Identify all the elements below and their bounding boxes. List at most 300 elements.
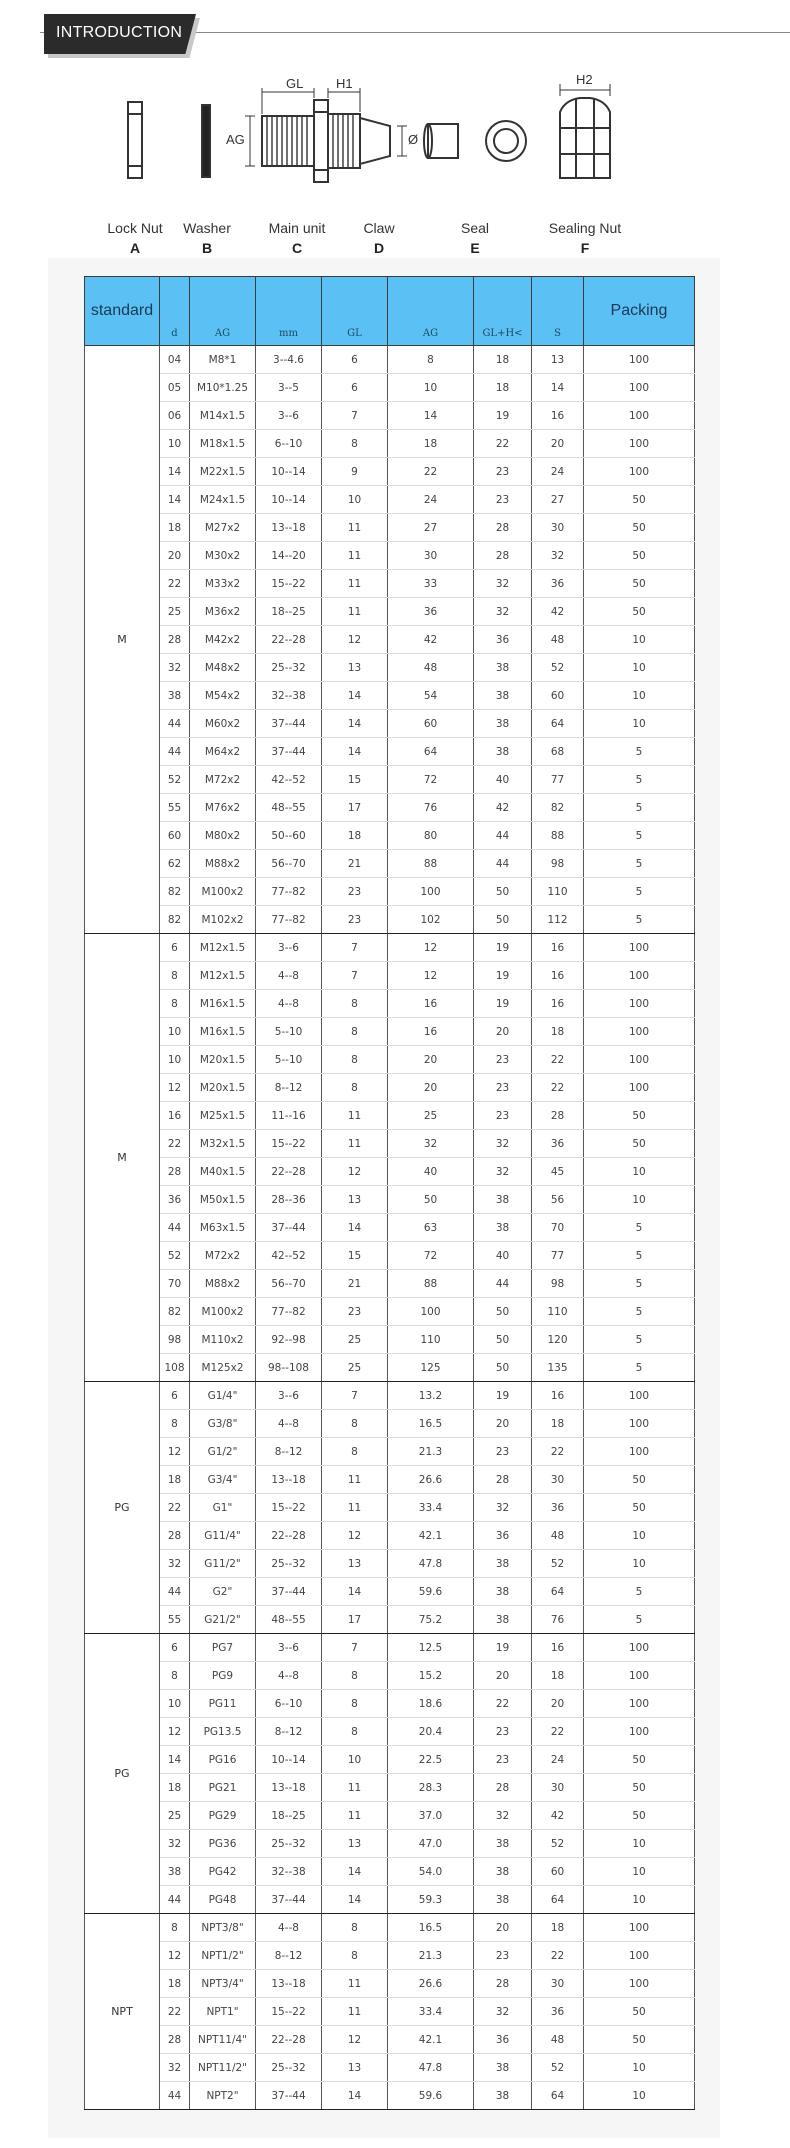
- cell-gl-h: 18: [474, 346, 532, 374]
- table-row: [85, 1102, 695, 1130]
- cell-packing: 5: [584, 1270, 695, 1298]
- cell-gl: 8: [322, 1718, 388, 1746]
- cell-ag: 63: [388, 1214, 474, 1242]
- cell-ag: 42.1: [388, 2026, 474, 2054]
- cell-d: 108: [160, 1354, 190, 1382]
- cell-cable-range: 32--38: [256, 1858, 322, 1886]
- cell-s: 88: [532, 822, 584, 850]
- cell-d: 44: [160, 1214, 190, 1242]
- cell-packing: 100: [584, 962, 695, 990]
- cell-cable-range: 18--25: [256, 598, 322, 626]
- cell-s: 60: [532, 1858, 584, 1886]
- header-packing: Packing: [584, 277, 695, 346]
- cell-s: 42: [532, 598, 584, 626]
- cell-gl: 11: [322, 1802, 388, 1830]
- cell-gl: 14: [322, 1858, 388, 1886]
- cell-gl: 8: [322, 1046, 388, 1074]
- cell-s: 135: [532, 1354, 584, 1382]
- cell-packing: 10: [584, 1186, 695, 1214]
- cell-thread: M40x1.5: [190, 1158, 256, 1186]
- cell-gl: 8: [322, 1018, 388, 1046]
- cell-packing: 10: [584, 1886, 695, 1914]
- cell-cable-range: 15--22: [256, 1998, 322, 2026]
- cell-cable-range: 6--10: [256, 430, 322, 458]
- cell-packing: 100: [584, 990, 695, 1018]
- cell-s: 36: [532, 1130, 584, 1158]
- part-letter-d: D: [373, 240, 385, 256]
- cell-thread: M125x2: [190, 1354, 256, 1382]
- cell-d: 8: [160, 1914, 190, 1942]
- part-letter-e: E: [470, 240, 480, 256]
- cell-s: 16: [532, 402, 584, 430]
- cell-packing: 100: [584, 1018, 695, 1046]
- cell-gl: 11: [322, 1998, 388, 2026]
- part-name-seal: Seal: [460, 220, 490, 236]
- cell-cable-range: 4--8: [256, 990, 322, 1018]
- cell-ag: 100: [388, 878, 474, 906]
- part-name-claw: Claw: [363, 220, 395, 236]
- cell-ag: 100: [388, 1298, 474, 1326]
- cell-d: 28: [160, 626, 190, 654]
- cell-thread: M20x1.5: [190, 1046, 256, 1074]
- cell-cable-range: 18--25: [256, 1802, 322, 1830]
- table-row: [85, 1326, 695, 1354]
- cell-thread: M80x2: [190, 822, 256, 850]
- cell-cable-range: 28--36: [256, 1186, 322, 1214]
- cell-s: 52: [532, 654, 584, 682]
- cell-s: 110: [532, 1298, 584, 1326]
- cell-packing: 5: [584, 1242, 695, 1270]
- cell-gl-h: 28: [474, 542, 532, 570]
- cell-cable-range: 15--22: [256, 1130, 322, 1158]
- cell-thread: M100x2: [190, 1298, 256, 1326]
- cell-packing: 10: [584, 1858, 695, 1886]
- cell-d: 28: [160, 1158, 190, 1186]
- cell-s: 22: [532, 1074, 584, 1102]
- cell-s: 22: [532, 1046, 584, 1074]
- cell-s: 18: [532, 1018, 584, 1046]
- cell-gl-h: 38: [474, 654, 532, 682]
- cell-packing: 100: [584, 1690, 695, 1718]
- cell-ag: 20.4: [388, 1718, 474, 1746]
- cell-ag: 47.8: [388, 2054, 474, 2082]
- header-ag-thread: AG: [190, 277, 256, 346]
- cell-packing: 100: [584, 346, 695, 374]
- table-row: [85, 710, 695, 738]
- cell-ag: 72: [388, 766, 474, 794]
- cell-s: 36: [532, 570, 584, 598]
- cell-thread: PG7: [190, 1634, 256, 1662]
- cell-packing: 10: [584, 682, 695, 710]
- cell-gl: 13: [322, 1830, 388, 1858]
- header-mm: mm: [256, 277, 322, 346]
- part-letter-b: B: [201, 240, 213, 256]
- cell-s: 16: [532, 990, 584, 1018]
- cell-thread: M72x2: [190, 1242, 256, 1270]
- table-row: [85, 1298, 695, 1326]
- cell-ag: 59.3: [388, 1886, 474, 1914]
- cell-s: 112: [532, 906, 584, 934]
- cell-thread: M18x1.5: [190, 430, 256, 458]
- table-row: [85, 794, 695, 822]
- cell-packing: 10: [584, 654, 695, 682]
- cell-gl-h: 23: [474, 1438, 532, 1466]
- table-row: [85, 1578, 695, 1606]
- cell-s: 16: [532, 1634, 584, 1662]
- cell-thread: NPT1": [190, 1998, 256, 2026]
- cell-packing: 50: [584, 1774, 695, 1802]
- table-row: [85, 374, 695, 402]
- cell-cable-range: 5--10: [256, 1046, 322, 1074]
- cell-gl: 23: [322, 1298, 388, 1326]
- cell-gl-h: 50: [474, 906, 532, 934]
- cell-d: 82: [160, 906, 190, 934]
- cell-d: 18: [160, 1466, 190, 1494]
- cell-cable-range: 8--12: [256, 1718, 322, 1746]
- cell-d: 52: [160, 1242, 190, 1270]
- cell-cable-range: 77--82: [256, 906, 322, 934]
- table-header-row: [85, 277, 695, 346]
- cell-gl-h: 20: [474, 1662, 532, 1690]
- cell-gl: 8: [322, 1438, 388, 1466]
- cell-ag: 16.5: [388, 1914, 474, 1942]
- cell-gl-h: 50: [474, 1354, 532, 1382]
- cell-d: 22: [160, 570, 190, 598]
- cell-gl-h: 19: [474, 934, 532, 962]
- cell-d: 52: [160, 766, 190, 794]
- cell-gl-h: 40: [474, 1242, 532, 1270]
- cell-ag: 59.6: [388, 2082, 474, 2110]
- cell-packing: 100: [584, 1382, 695, 1410]
- cell-gl: 8: [322, 1914, 388, 1942]
- cell-packing: 5: [584, 794, 695, 822]
- cell-d: 10: [160, 1046, 190, 1074]
- cell-cable-range: 22--28: [256, 1158, 322, 1186]
- cell-gl-h: 40: [474, 766, 532, 794]
- cell-d: 55: [160, 1606, 190, 1634]
- cell-ag: 33: [388, 570, 474, 598]
- cell-gl: 9: [322, 458, 388, 486]
- table-row: [85, 1214, 695, 1242]
- cell-gl-h: 23: [474, 486, 532, 514]
- cell-thread: NPT11/2": [190, 2054, 256, 2082]
- cell-gl: 21: [322, 850, 388, 878]
- cell-gl: 7: [322, 402, 388, 430]
- cell-gl: 12: [322, 1158, 388, 1186]
- cell-s: 16: [532, 962, 584, 990]
- cell-thread: M16x1.5: [190, 990, 256, 1018]
- table-row: [85, 1410, 695, 1438]
- table-row: [85, 1382, 695, 1410]
- cell-standard: PG: [85, 1634, 160, 1914]
- table-row: [85, 682, 695, 710]
- cell-ag: 16.5: [388, 1410, 474, 1438]
- cell-gl-h: 50: [474, 878, 532, 906]
- cell-thread: M50x1.5: [190, 1186, 256, 1214]
- cell-s: 110: [532, 878, 584, 906]
- cell-cable-range: 10--14: [256, 458, 322, 486]
- cell-gl: 25: [322, 1326, 388, 1354]
- cell-packing: 10: [584, 626, 695, 654]
- cell-d: 8: [160, 962, 190, 990]
- cell-thread: G1/2": [190, 1438, 256, 1466]
- cell-gl: 10: [322, 1746, 388, 1774]
- table-row: [85, 1858, 695, 1886]
- cell-ag: 28.3: [388, 1774, 474, 1802]
- cell-cable-range: 37--44: [256, 738, 322, 766]
- cell-s: 18: [532, 1662, 584, 1690]
- cell-s: 64: [532, 1578, 584, 1606]
- cell-packing: 5: [584, 822, 695, 850]
- cell-thread: M42x2: [190, 626, 256, 654]
- cell-packing: 5: [584, 1214, 695, 1242]
- cell-s: 52: [532, 1830, 584, 1858]
- cell-s: 18: [532, 1914, 584, 1942]
- cell-d: 44: [160, 1886, 190, 1914]
- cell-gl: 12: [322, 1522, 388, 1550]
- cell-gl: 8: [322, 990, 388, 1018]
- cell-gl-h: 22: [474, 430, 532, 458]
- cell-cable-range: 4--8: [256, 962, 322, 990]
- cell-cable-range: 15--22: [256, 570, 322, 598]
- cell-ag: 30: [388, 542, 474, 570]
- section-header: [0, 0, 790, 60]
- cell-cable-range: 3--6: [256, 1634, 322, 1662]
- cell-packing: 50: [584, 1494, 695, 1522]
- cell-packing: 100: [584, 1410, 695, 1438]
- header-ag: AG: [388, 277, 474, 346]
- cell-s: 30: [532, 514, 584, 542]
- cell-cable-range: 8--12: [256, 1942, 322, 1970]
- cell-gl-h: 19: [474, 1634, 532, 1662]
- cell-gl-h: 19: [474, 990, 532, 1018]
- cell-gl-h: 23: [474, 1942, 532, 1970]
- cell-packing: 100: [584, 402, 695, 430]
- cell-cable-range: 10--14: [256, 1746, 322, 1774]
- main-unit-shape: [262, 100, 360, 182]
- cell-gl-h: 28: [474, 514, 532, 542]
- dim-gl-label: GL: [286, 76, 304, 91]
- cell-gl: 11: [322, 514, 388, 542]
- cell-thread: M100x2: [190, 878, 256, 906]
- cell-d: 18: [160, 1970, 190, 1998]
- cell-d: 32: [160, 1830, 190, 1858]
- cell-thread: G2": [190, 1578, 256, 1606]
- cell-gl-h: 38: [474, 1858, 532, 1886]
- cell-thread: NPT11/4": [190, 2026, 256, 2054]
- header-gl: GL: [322, 277, 388, 346]
- part-name-sealing-nut: Sealing Nut: [548, 220, 622, 236]
- table-row: [85, 1522, 695, 1550]
- cell-gl-h: 20: [474, 1410, 532, 1438]
- cell-packing: 100: [584, 1634, 695, 1662]
- cell-cable-range: 98--108: [256, 1354, 322, 1382]
- table-row: [85, 2082, 695, 2110]
- cell-gl: 11: [322, 598, 388, 626]
- cell-gl-h: 19: [474, 402, 532, 430]
- table-row: [85, 1242, 695, 1270]
- table-row: [85, 1830, 695, 1858]
- cell-ag: 102: [388, 906, 474, 934]
- cell-d: 12: [160, 1074, 190, 1102]
- cell-cable-range: 42--52: [256, 766, 322, 794]
- dim-diameter-label: Ø: [408, 132, 419, 147]
- cell-s: 52: [532, 1550, 584, 1578]
- cell-cable-range: 5--10: [256, 1018, 322, 1046]
- cell-d: 36: [160, 1186, 190, 1214]
- table-row: [85, 1802, 695, 1830]
- cell-gl-h: 18: [474, 374, 532, 402]
- cell-s: 27: [532, 486, 584, 514]
- cell-gl: 13: [322, 2054, 388, 2082]
- specification-table: [84, 276, 695, 2110]
- cell-ag: 33.4: [388, 1494, 474, 1522]
- cell-thread: M24x1.5: [190, 486, 256, 514]
- cell-gl-h: 38: [474, 1886, 532, 1914]
- cell-packing: 10: [584, 2054, 695, 2082]
- cell-ag: 50: [388, 1186, 474, 1214]
- cell-s: 24: [532, 458, 584, 486]
- table-row: [85, 1914, 695, 1942]
- cell-d: 70: [160, 1270, 190, 1298]
- table-row: [85, 1550, 695, 1578]
- cell-thread: G11/4": [190, 1522, 256, 1550]
- cell-d: 55: [160, 794, 190, 822]
- table-row: [85, 346, 695, 374]
- table-row: [85, 822, 695, 850]
- cell-s: 20: [532, 1690, 584, 1718]
- cell-cable-range: 25--32: [256, 2054, 322, 2082]
- cell-d: 14: [160, 1746, 190, 1774]
- cell-s: 14: [532, 374, 584, 402]
- cell-cable-range: 8--12: [256, 1074, 322, 1102]
- cell-ag: 42: [388, 626, 474, 654]
- table-row: [85, 1774, 695, 1802]
- cell-ag: 22: [388, 458, 474, 486]
- table-row: [85, 2026, 695, 2054]
- table-row: [85, 878, 695, 906]
- cell-gl-h: 32: [474, 1494, 532, 1522]
- cell-packing: 100: [584, 934, 695, 962]
- table-row: [85, 626, 695, 654]
- cell-gl-h: 32: [474, 1802, 532, 1830]
- cell-gl: 15: [322, 766, 388, 794]
- table-row: [85, 1970, 695, 1998]
- cell-gl: 13: [322, 1550, 388, 1578]
- table-row: [85, 1494, 695, 1522]
- cell-gl: 12: [322, 626, 388, 654]
- cell-cable-range: 11--16: [256, 1102, 322, 1130]
- cell-s: 77: [532, 1242, 584, 1270]
- cell-packing: 100: [584, 1970, 695, 1998]
- cell-packing: 5: [584, 1298, 695, 1326]
- cell-cable-range: 37--44: [256, 2082, 322, 2110]
- cell-d: 12: [160, 1942, 190, 1970]
- cell-d: 14: [160, 486, 190, 514]
- cell-d: 18: [160, 1774, 190, 1802]
- cell-s: 70: [532, 1214, 584, 1242]
- cell-gl: 14: [322, 738, 388, 766]
- cell-d: 60: [160, 822, 190, 850]
- cell-gl-h: 28: [474, 1466, 532, 1494]
- cell-ag: 47.8: [388, 1550, 474, 1578]
- cell-gl: 6: [322, 346, 388, 374]
- cell-ag: 47.0: [388, 1830, 474, 1858]
- cell-cable-range: 4--8: [256, 1914, 322, 1942]
- cell-packing: 5: [584, 1606, 695, 1634]
- cell-ag: 48: [388, 654, 474, 682]
- cell-gl: 13: [322, 1186, 388, 1214]
- cell-packing: 50: [584, 570, 695, 598]
- cell-gl: 8: [322, 430, 388, 458]
- cell-gl: 17: [322, 794, 388, 822]
- cell-thread: G1/4": [190, 1382, 256, 1410]
- cell-ag: 110: [388, 1326, 474, 1354]
- cell-packing: 100: [584, 430, 695, 458]
- cell-s: 48: [532, 626, 584, 654]
- cell-d: 22: [160, 1130, 190, 1158]
- cell-gl-h: 23: [474, 1718, 532, 1746]
- section-title: INTRODUCTION: [56, 24, 183, 41]
- cell-ag: 37.0: [388, 1802, 474, 1830]
- cell-gl-h: 38: [474, 1606, 532, 1634]
- cell-d: 8: [160, 1662, 190, 1690]
- cell-gl-h: 36: [474, 626, 532, 654]
- cell-gl-h: 38: [474, 1550, 532, 1578]
- table-row: [85, 542, 695, 570]
- cell-d: 8: [160, 990, 190, 1018]
- cell-gl-h: 38: [474, 710, 532, 738]
- cell-gl-h: 50: [474, 1298, 532, 1326]
- cell-d: 98: [160, 1326, 190, 1354]
- cell-ag: 20: [388, 1046, 474, 1074]
- cell-s: 68: [532, 738, 584, 766]
- cell-gl-h: 38: [474, 1578, 532, 1606]
- cell-thread: M10*1.25: [190, 374, 256, 402]
- cell-gl-h: 38: [474, 1830, 532, 1858]
- cell-ag: 10: [388, 374, 474, 402]
- cell-packing: 10: [584, 2082, 695, 2110]
- cell-cable-range: 92--98: [256, 1326, 322, 1354]
- cell-cable-range: 10--14: [256, 486, 322, 514]
- cell-d: 44: [160, 2082, 190, 2110]
- cell-thread: PG11: [190, 1690, 256, 1718]
- cell-packing: 5: [584, 738, 695, 766]
- cell-cable-range: 37--44: [256, 1214, 322, 1242]
- cell-s: 16: [532, 1382, 584, 1410]
- cell-gl-h: 23: [474, 1102, 532, 1130]
- cell-thread: M30x2: [190, 542, 256, 570]
- cell-packing: 50: [584, 1466, 695, 1494]
- cell-gl-h: 23: [474, 1046, 532, 1074]
- cell-cable-range: 25--32: [256, 1830, 322, 1858]
- cell-thread: PG48: [190, 1886, 256, 1914]
- table-row: [85, 1634, 695, 1662]
- cell-d: 32: [160, 1550, 190, 1578]
- cell-cable-range: 6--10: [256, 1690, 322, 1718]
- cell-gl: 11: [322, 1130, 388, 1158]
- cell-gl-h: 38: [474, 2054, 532, 2082]
- cell-gl: 11: [322, 1102, 388, 1130]
- cell-s: 52: [532, 2054, 584, 2082]
- cell-gl-h: 22: [474, 1690, 532, 1718]
- cell-gl-h: 50: [474, 1326, 532, 1354]
- cell-d: 62: [160, 850, 190, 878]
- cell-s: 64: [532, 1886, 584, 1914]
- table-row: [85, 850, 695, 878]
- cell-gl: 7: [322, 962, 388, 990]
- cell-d: 10: [160, 1690, 190, 1718]
